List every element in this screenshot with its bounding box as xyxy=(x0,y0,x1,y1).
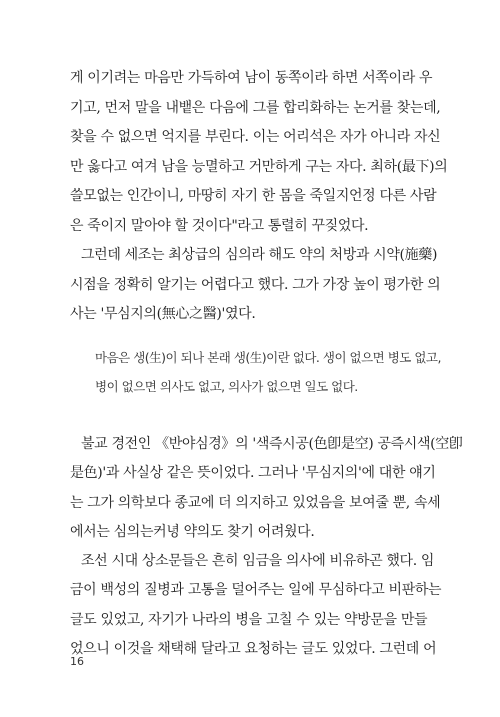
text-line: 글도 있었고, 자기가 나라의 병을 고칠 수 있는 약방문을 만들 xyxy=(70,612,428,628)
text-line: 불교 경전인 《반야심경》의 '색즉시공(色卽是空) 공즉시색(空卽 xyxy=(81,436,463,452)
text-line: 쓸모없는 인간이니, 마땅히 자기 한 몸을 죽일지언정 다른 사람 xyxy=(70,188,437,204)
text-line: 시점을 정확히 알기는 어렵다고 했다. 그가 가장 높이 평가한 의 xyxy=(70,277,441,293)
page-number: 16 xyxy=(70,655,84,668)
text-line: 是色)'과 사실상 같은 뜻이었다. 그러나 '무심지의'에 대한 얘기 xyxy=(70,465,436,481)
text-line: 기고, 먼저 말을 내뱉은 다음에 그를 합리화하는 논거를 찾는데, xyxy=(70,100,441,116)
text-line: 었으니 이것을 채택해 달라고 요청하는 글도 있었다. 그런데 어 xyxy=(70,641,437,657)
text-line: 그런데 세조는 최상급의 심의라 해도 약의 처방과 시약(施藥) xyxy=(81,247,438,263)
text-line: 는 그가 의학보다 종교에 더 의지하고 있었음을 보여줄 뿐, 속세 xyxy=(70,495,441,511)
text-line: 조선 시대 상소문들은 흔히 임금을 의사에 비유하곤 했다. 임 xyxy=(81,553,435,569)
text-line: 은 죽이지 말아야 할 것이다"라고 통렬히 꾸짖었다. xyxy=(70,218,369,234)
text-line: 찾을 수 없으면 억지를 부린다. 이는 어리석은 자가 아니라 자신 xyxy=(70,129,441,145)
quote-line: 병이 없으면 의사도 없고, 의사가 없으면 일도 없다. xyxy=(95,379,358,394)
text-line: 에서는 심의는커녕 약의도 찾기 어려웠다. xyxy=(70,524,315,540)
text-line: 게 이기려는 마음만 가득하여 남이 동쪽이라 하면 서쪽이라 우 xyxy=(70,70,433,86)
quote-line: 마음은 생(生)이 되나 본래 생(生)이란 없다. 생이 없으면 병도 없고, xyxy=(95,350,441,365)
text-line: 금이 백성의 질병과 고통을 덜어주는 일에 무심하다고 비판하는 xyxy=(70,582,442,598)
text-line: 만 옳다고 여겨 남을 능멸하고 거만하게 구는 자다. 최하(最下)의 xyxy=(70,159,448,175)
text-line: 사는 '무심지의(無心之醫)'였다. xyxy=(70,306,256,322)
